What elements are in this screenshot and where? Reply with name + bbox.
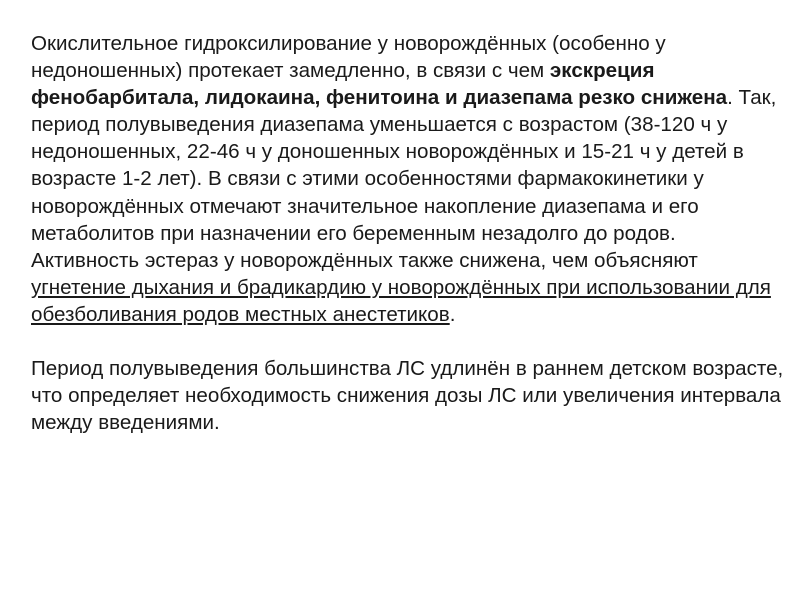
paragraph-1-middle: . Так, период полувыведения диазепама уменьшается с возрастом (38-120 ч у недоношенных, 22-46 ч у доношенных новорождённых и 15-21 ч у детей в возрасте 1-2 лет). В связи с этими особенностями фармакокинетики у новорождённых отмечают значительное накопление диазепама и его метаболитов при назначении его беременным незадолго до родов. Активность эстераз у новорождённых также снижена, чем объясняют bbox=[31, 86, 777, 272]
paragraph-half-life bbox=[31, 355, 786, 436]
paragraph-1-underlined: угнетение дыхания и брадикардию у новорождённых при использовании для обезболивания родов местных анестетиков bbox=[31, 275, 771, 326]
paragraph-1-emphasis: экскреция фенобарбитала, лидокаина, фенитоина и диазепама резко снижена bbox=[31, 59, 728, 110]
paragraph-2-text: Период полувыведения большинства ЛС удлинён в раннем детском возрасте, что определяет необходимость снижения дозы ЛС или увеличения интервала между введениями. bbox=[31, 357, 784, 435]
paragraph-1-lead: Окислительное гидроксилирование у новорождённых (особенно у недоношенных) протекает замедленно, в связи с чем bbox=[31, 32, 666, 83]
paragraph-oxidative-hydroxylation bbox=[31, 30, 786, 328]
text-block bbox=[31, 30, 786, 436]
paragraph-1-end: . bbox=[449, 302, 456, 326]
